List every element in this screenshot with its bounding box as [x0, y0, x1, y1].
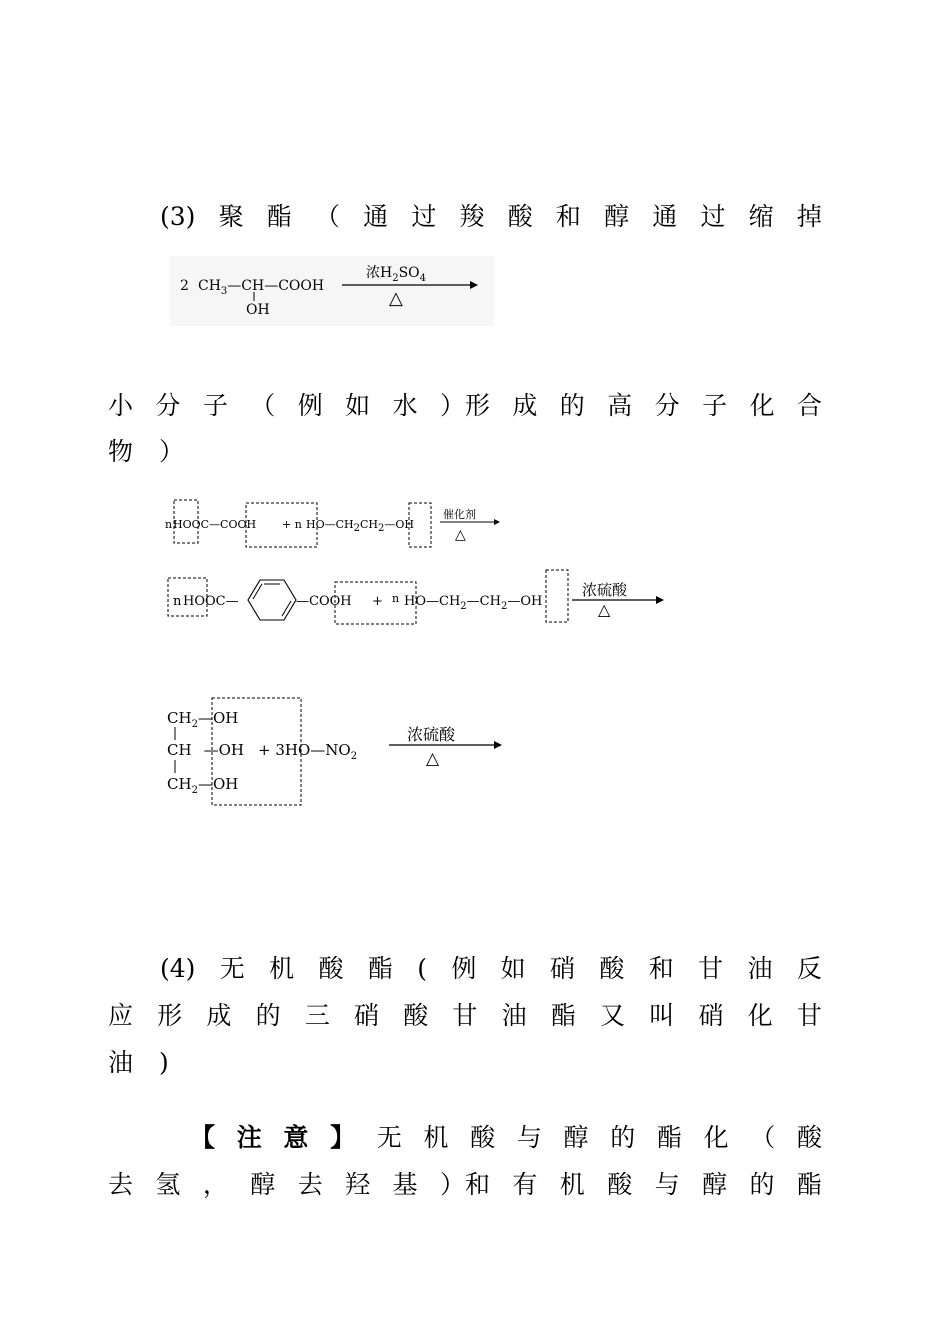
reaction1-condition-bottom: △: [389, 288, 403, 309]
text-char: 有: [512, 1170, 538, 1199]
text-char: 例: [297, 391, 323, 420]
text-char: 氢: [155, 1170, 181, 1199]
text-char: 硝: [354, 1001, 380, 1030]
reaction2-right: HO—CH2CH2—OH: [306, 518, 415, 534]
reaction3-condition-top: 浓硫酸: [582, 581, 628, 599]
reaction2-condition-top: 催化剂: [443, 508, 476, 521]
text-char: 又: [600, 1001, 626, 1030]
note-char: 酯: [656, 1123, 682, 1152]
section4-line2: [108, 996, 822, 1036]
text-char: 酸: [403, 1001, 429, 1030]
text-char: 化: [749, 391, 775, 420]
note-char: 与: [516, 1123, 542, 1152]
text-char: 油: [747, 954, 773, 983]
reaction3-condition-bottom: △: [598, 600, 611, 619]
note-char: 机: [423, 1123, 449, 1152]
text-char: 成: [206, 1001, 232, 1030]
text-char: 去: [297, 1170, 323, 1199]
text-char: 水: [392, 391, 418, 420]
section4-line3: [108, 1043, 228, 1083]
reaction3-left-a: HOOC—: [183, 594, 239, 609]
reaction3-n1: n: [173, 594, 182, 609]
note-char: 酸: [470, 1123, 496, 1152]
text-char: 高: [607, 391, 633, 420]
text-char: 酸: [607, 1170, 633, 1199]
text-char: 羧: [459, 202, 485, 231]
text-char: 去: [108, 1170, 134, 1199]
reaction3-right: $HO—CH_2—CH_2—OH$: [404, 594, 543, 612]
text-char: 的: [255, 1001, 281, 1030]
text-char: 和: [648, 954, 674, 983]
reaction3-left-b: —COOH: [296, 594, 352, 609]
text-char: （: [250, 391, 276, 420]
note-char: 无: [376, 1123, 402, 1152]
reaction1-coef: 2: [180, 278, 189, 294]
text-char: 羟: [345, 1170, 371, 1199]
text-char: 酯: [367, 954, 393, 983]
text-char: 酯: [550, 1001, 576, 1030]
text-char: (3): [160, 202, 196, 231]
text-char: 与: [654, 1170, 680, 1199]
text-char: (: [417, 954, 427, 983]
text-char: 小: [108, 391, 134, 420]
note-char: 酸: [796, 1123, 822, 1152]
text-char: ): [159, 1048, 169, 1077]
note-char: 的: [610, 1123, 636, 1152]
text-char: 硝: [698, 1001, 724, 1030]
text-char: 反: [796, 954, 822, 983]
text-char: ）形: [439, 391, 490, 420]
text-char: 甘: [698, 954, 724, 983]
note-char: 化: [703, 1123, 729, 1152]
text-char: 和: [555, 202, 581, 231]
reaction2-plus: + n: [282, 518, 302, 531]
note-line2: [108, 1165, 822, 1205]
text-char: 聚: [218, 202, 244, 231]
reaction1-oh: OH: [246, 302, 270, 318]
text-char: 醇: [604, 202, 630, 231]
text-char: 机: [559, 1170, 585, 1199]
text-char: 酸: [599, 954, 625, 983]
text-char: 油: [501, 1001, 527, 1030]
text-char: 缩: [748, 202, 774, 231]
reaction1-condition-top: 浓$H_2SO_4$: [366, 265, 427, 284]
text-char: 甘: [452, 1001, 478, 1030]
reaction2-left: HOOC—COOH: [173, 518, 257, 531]
reaction3-plus: +: [372, 594, 383, 609]
reaction2-condition-bottom: △: [455, 527, 466, 543]
text-char: 酯: [266, 202, 292, 231]
text-char: 的: [559, 391, 585, 420]
text-char: 醇: [702, 1170, 728, 1199]
text-char: 酸: [318, 954, 344, 983]
text-char: 叫: [649, 1001, 675, 1030]
note-char: （: [750, 1123, 776, 1152]
text-char: 如: [500, 954, 526, 983]
reaction1-formula: $CH_3—CH—COOH$: [198, 278, 325, 297]
text-char: （: [314, 202, 340, 231]
note-label-2: 意: [283, 1123, 309, 1152]
note-line1: [190, 1118, 822, 1158]
text-char: 的: [749, 1170, 775, 1199]
reaction4-row2: CH —OH: [167, 741, 244, 759]
text-char: 通: [363, 202, 389, 231]
text-char: 无: [219, 954, 245, 983]
text-char: 分: [654, 391, 680, 420]
text-char: 过: [411, 202, 437, 231]
text-char: 三: [304, 1001, 330, 1030]
text-char: 分: [155, 391, 181, 420]
reaction4-condition-bottom: △: [426, 749, 440, 769]
text-char: 如: [345, 391, 371, 420]
text-char: 物: [108, 437, 134, 466]
text-char: 应: [108, 1001, 134, 1030]
text-char: ）和: [439, 1170, 490, 1199]
text-char: 合: [796, 391, 822, 420]
note-label-1: 注: [236, 1123, 262, 1152]
text-char: 子: [702, 391, 728, 420]
reaction4-condition-top: 浓硫酸: [407, 725, 456, 744]
text-char: 通: [652, 202, 678, 231]
text-char: 例: [451, 954, 477, 983]
text-char: 形: [157, 1001, 183, 1030]
note-char: 醇: [563, 1123, 589, 1152]
text-char: 油: [108, 1048, 134, 1077]
text-char: 酯: [796, 1170, 822, 1199]
text-char: 成: [512, 391, 538, 420]
text-char: 甘: [796, 1001, 822, 1030]
section4-line1: [160, 949, 822, 989]
text-char: ，: [202, 1170, 228, 1199]
text-char: 酸: [507, 202, 533, 231]
note-bracket-close: 】: [330, 1123, 356, 1152]
text-char: 醇: [250, 1170, 276, 1199]
text-char: 硝: [550, 954, 576, 983]
text-char: 掉: [796, 202, 822, 231]
reaction4-row3: $CH_2—OH$: [167, 775, 239, 796]
reaction2-n1: n: [165, 518, 173, 531]
text-char: 子: [202, 391, 228, 420]
text-char: ）: [159, 437, 185, 466]
text-char: 基: [392, 1170, 418, 1199]
reaction4-plus: + $3HO—NO_2$: [258, 741, 358, 762]
text-char: 化: [747, 1001, 773, 1030]
text-char: 机: [269, 954, 295, 983]
reaction3-n2: n: [392, 592, 400, 605]
reaction4-row1: $CH_2—OH$: [167, 709, 239, 730]
text-char: 过: [700, 202, 726, 231]
text-char: (4): [160, 954, 196, 983]
note-bracket-open: 【: [190, 1123, 216, 1152]
